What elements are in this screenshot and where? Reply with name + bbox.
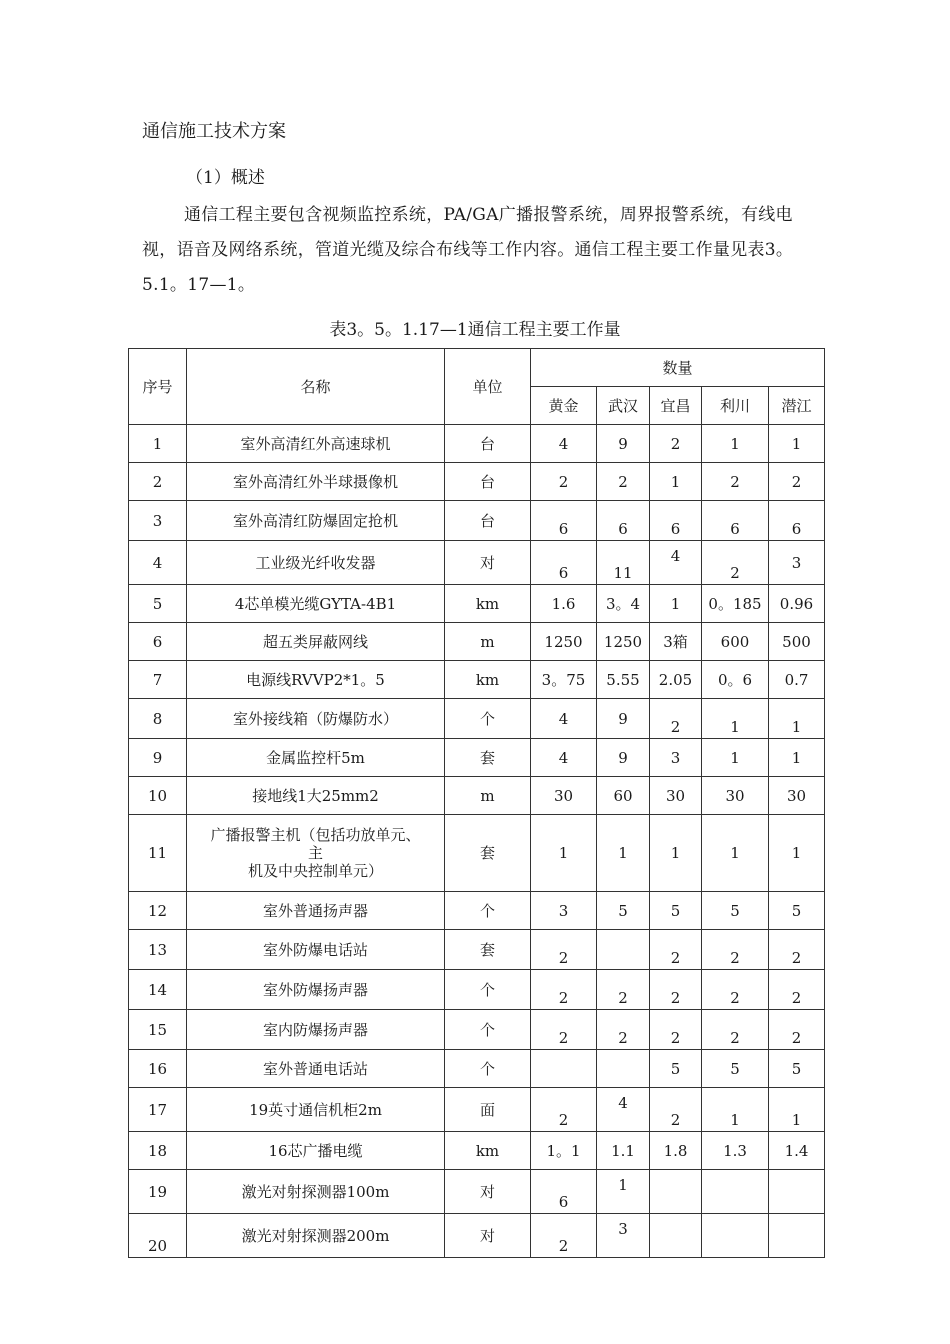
row-quantity: 500 [769,623,825,661]
row-quantity: 1 [769,815,825,892]
row-quantity: 2 [650,425,702,463]
table-row [129,1214,825,1258]
row-index: 1 [129,425,187,463]
row-index: 14 [129,970,187,1010]
row-quantity: 30 [650,777,702,815]
row-quantity: 1 [650,463,702,501]
row-index: 7 [129,661,187,699]
row-quantity [597,930,650,970]
row-name: 19英寸通信机柜2m [187,1088,445,1132]
row-quantity: 1 [769,739,825,777]
header-index: 序号 [129,349,187,425]
row-quantity: 3。75 [531,661,597,699]
row-unit: m [445,777,531,815]
row-unit: 对 [445,541,531,585]
row-unit: km [445,585,531,623]
row-quantity: 2 [702,541,769,585]
table-row [129,815,825,892]
row-name: 室内防爆扬声器 [187,1010,445,1050]
row-unit: 台 [445,463,531,501]
row-index: 3 [129,501,187,541]
row-quantity [650,1214,702,1258]
document-heading: 通信施工技术方案 [142,121,286,142]
table-row [129,970,825,1010]
row-quantity: 1.1 [597,1132,650,1170]
row-unit: 个 [445,1050,531,1088]
row-quantity: 1250 [531,623,597,661]
row-quantity: 1 [650,585,702,623]
row-name: 接地线1大25mm2 [187,777,445,815]
row-quantity [702,1170,769,1214]
row-index: 10 [129,777,187,815]
row-quantity: 6 [531,541,597,585]
row-quantity: 3箱 [650,623,702,661]
row-quantity: 2 [531,1088,597,1132]
row-quantity: 1 [702,1088,769,1132]
row-name: 室外高清红防爆固定抢机 [187,501,445,541]
row-quantity: 4 [531,739,597,777]
row-name: 激光对射探测器100m [187,1170,445,1214]
row-quantity: 1.8 [650,1132,702,1170]
row-quantity: 9 [597,739,650,777]
row-quantity: 6 [769,501,825,541]
row-quantity: 1 [769,1088,825,1132]
row-name: 室外普通扬声器 [187,892,445,930]
row-name: 超五类屏蔽网线 [187,623,445,661]
row-quantity [597,1050,650,1088]
table-row [129,930,825,970]
row-index: 5 [129,585,187,623]
row-quantity: 1 [702,425,769,463]
row-quantity: 1.4 [769,1132,825,1170]
row-quantity: 2 [531,970,597,1010]
row-unit: 个 [445,892,531,930]
row-unit: 面 [445,1088,531,1132]
row-index: 12 [129,892,187,930]
row-quantity: 1 [769,425,825,463]
row-name: 室外防爆扬声器 [187,970,445,1010]
row-index: 8 [129,699,187,739]
row-index: 9 [129,739,187,777]
row-quantity: 3 [769,541,825,585]
row-index: 11 [129,815,187,892]
header-quantity: 数量 [531,349,825,387]
row-unit: km [445,661,531,699]
table-row [129,585,825,623]
row-quantity: 4 [531,699,597,739]
row-name: 4芯单模光缆GYTA-4B1 [187,585,445,623]
row-quantity: 2 [650,1010,702,1050]
row-quantity: 2 [531,1214,597,1258]
row-name: 金属监控杆5m [187,739,445,777]
row-quantity: 1 [702,699,769,739]
row-quantity: 11 [597,541,650,585]
row-quantity: 2 [769,463,825,501]
table-row [129,739,825,777]
section-subheading: （1）概述 [186,168,265,188]
table-body [129,425,825,1258]
row-quantity: 1 [702,815,769,892]
row-quantity [769,1214,825,1258]
row-quantity: 1 [702,739,769,777]
table-row [129,777,825,815]
table-row [129,425,825,463]
row-unit: 对 [445,1214,531,1258]
row-unit: 台 [445,425,531,463]
row-quantity: 3 [531,892,597,930]
row-quantity: 1.3 [702,1132,769,1170]
row-index: 17 [129,1088,187,1132]
row-quantity: 3 [597,1214,650,1258]
row-quantity: 2 [769,930,825,970]
header-unit: 单位 [445,349,531,425]
row-quantity: 5 [650,892,702,930]
row-quantity: 2 [531,930,597,970]
row-quantity: 2.05 [650,661,702,699]
row-quantity: 0.7 [769,661,825,699]
table-row [129,463,825,501]
row-index: 15 [129,1010,187,1050]
row-quantity: 5 [702,1050,769,1088]
row-quantity: 30 [769,777,825,815]
row-quantity: 2 [650,930,702,970]
row-quantity: 3 [650,739,702,777]
row-name: 室外高清红外半球摄像机 [187,463,445,501]
row-name [187,815,445,892]
row-unit: 对 [445,1170,531,1214]
row-name: 16芯广播电缆 [187,1132,445,1170]
row-index: 2 [129,463,187,501]
row-quantity: 6 [702,501,769,541]
row-name: 室外高清红外高速球机 [187,425,445,463]
row-quantity: 30 [702,777,769,815]
header-site: 黄金 [531,387,597,425]
row-unit: 个 [445,699,531,739]
row-name: 室外防爆电话站 [187,930,445,970]
row-name: 室外接线箱（防爆防水） [187,699,445,739]
table-row [129,501,825,541]
table-row [129,892,825,930]
row-name: 室外普通电话站 [187,1050,445,1088]
table-row [129,1088,825,1132]
row-quantity: 2 [702,970,769,1010]
row-quantity: 9 [597,699,650,739]
overview-paragraph: 通信工程主要包含视频监控系统，PA/GA广播报警系统，周界报警系统，有线电视，语音及网络系统，管道光缆及综合布线等工作内容。通信工程主要工作量见表3。5.1。17—1。 [142,205,794,295]
row-quantity: 4 [531,425,597,463]
row-name: 激光对射探测器200m [187,1214,445,1258]
row-quantity: 1 [597,815,650,892]
row-quantity: 0.96 [769,585,825,623]
row-index: 18 [129,1132,187,1170]
row-unit: km [445,1132,531,1170]
row-quantity: 600 [702,623,769,661]
row-unit: m [445,623,531,661]
table-row [129,1132,825,1170]
workload-table [128,348,825,1258]
row-quantity: 2 [650,1088,702,1132]
row-quantity: 1250 [597,623,650,661]
row-quantity: 2 [650,970,702,1010]
row-quantity [702,1214,769,1258]
row-quantity: 6 [531,501,597,541]
row-unit: 套 [445,739,531,777]
table-caption: 表3。5。1.17—1通信工程主要工作量 [329,320,621,340]
row-quantity: 0。6 [702,661,769,699]
row-quantity: 4 [597,1088,650,1132]
row-quantity: 6 [650,501,702,541]
row-quantity: 60 [597,777,650,815]
row-quantity: 4 [650,541,702,585]
row-unit: 个 [445,970,531,1010]
header-site: 武汉 [597,387,650,425]
row-quantity: 2 [702,1010,769,1050]
row-quantity: 5 [597,892,650,930]
row-quantity: 1.6 [531,585,597,623]
table-row [129,623,825,661]
row-quantity [769,1170,825,1214]
row-quantity: 2 [702,463,769,501]
row-quantity: 2 [702,930,769,970]
row-index: 19 [129,1170,187,1214]
row-quantity: 5 [769,892,825,930]
row-quantity: 1 [650,815,702,892]
row-name-line: 广播报警主机（包括功放单元、 [210,826,421,844]
row-unit: 套 [445,930,531,970]
row-quantity: 2 [650,699,702,739]
header-site: 潜江 [769,387,825,425]
row-unit: 个 [445,1010,531,1050]
row-quantity: 2 [597,970,650,1010]
row-index: 6 [129,623,187,661]
row-name: 工业级光纤收发器 [187,541,445,585]
table-row [129,1050,825,1088]
row-quantity: 5 [769,1050,825,1088]
row-name: 电源线RVVP2*1。5 [187,661,445,699]
row-index: 13 [129,930,187,970]
row-quantity: 5.55 [597,661,650,699]
row-quantity: 2 [769,1010,825,1050]
row-quantity: 5 [702,892,769,930]
table-row [129,699,825,739]
row-unit: 台 [445,501,531,541]
row-quantity: 1 [531,815,597,892]
row-quantity: 1 [597,1170,650,1214]
table-row [129,661,825,699]
header-site: 利川 [702,387,769,425]
row-quantity: 3。4 [597,585,650,623]
row-quantity: 30 [531,777,597,815]
row-quantity: 2 [597,1010,650,1050]
row-quantity: 2 [531,463,597,501]
table-row [129,1170,825,1214]
row-quantity: 1 [769,699,825,739]
table-row [129,1010,825,1050]
row-quantity: 2 [769,970,825,1010]
row-name-line: 机及中央控制单元） [247,862,383,880]
row-index: 20 [129,1214,187,1258]
row-quantity: 5 [650,1050,702,1088]
row-quantity: 2 [531,1010,597,1050]
table-row [129,541,825,585]
row-index: 16 [129,1050,187,1088]
row-quantity: 2 [597,463,650,501]
header-name: 名称 [187,349,445,425]
row-name-line: 主 [307,844,323,862]
row-quantity [531,1050,597,1088]
row-quantity: 6 [597,501,650,541]
row-quantity: 1。1 [531,1132,597,1170]
row-quantity: 9 [597,425,650,463]
header-site: 宜昌 [650,387,702,425]
row-quantity: 6 [531,1170,597,1214]
row-unit: 套 [445,815,531,892]
row-quantity: 0。185 [702,585,769,623]
row-quantity [650,1170,702,1214]
row-index: 4 [129,541,187,585]
